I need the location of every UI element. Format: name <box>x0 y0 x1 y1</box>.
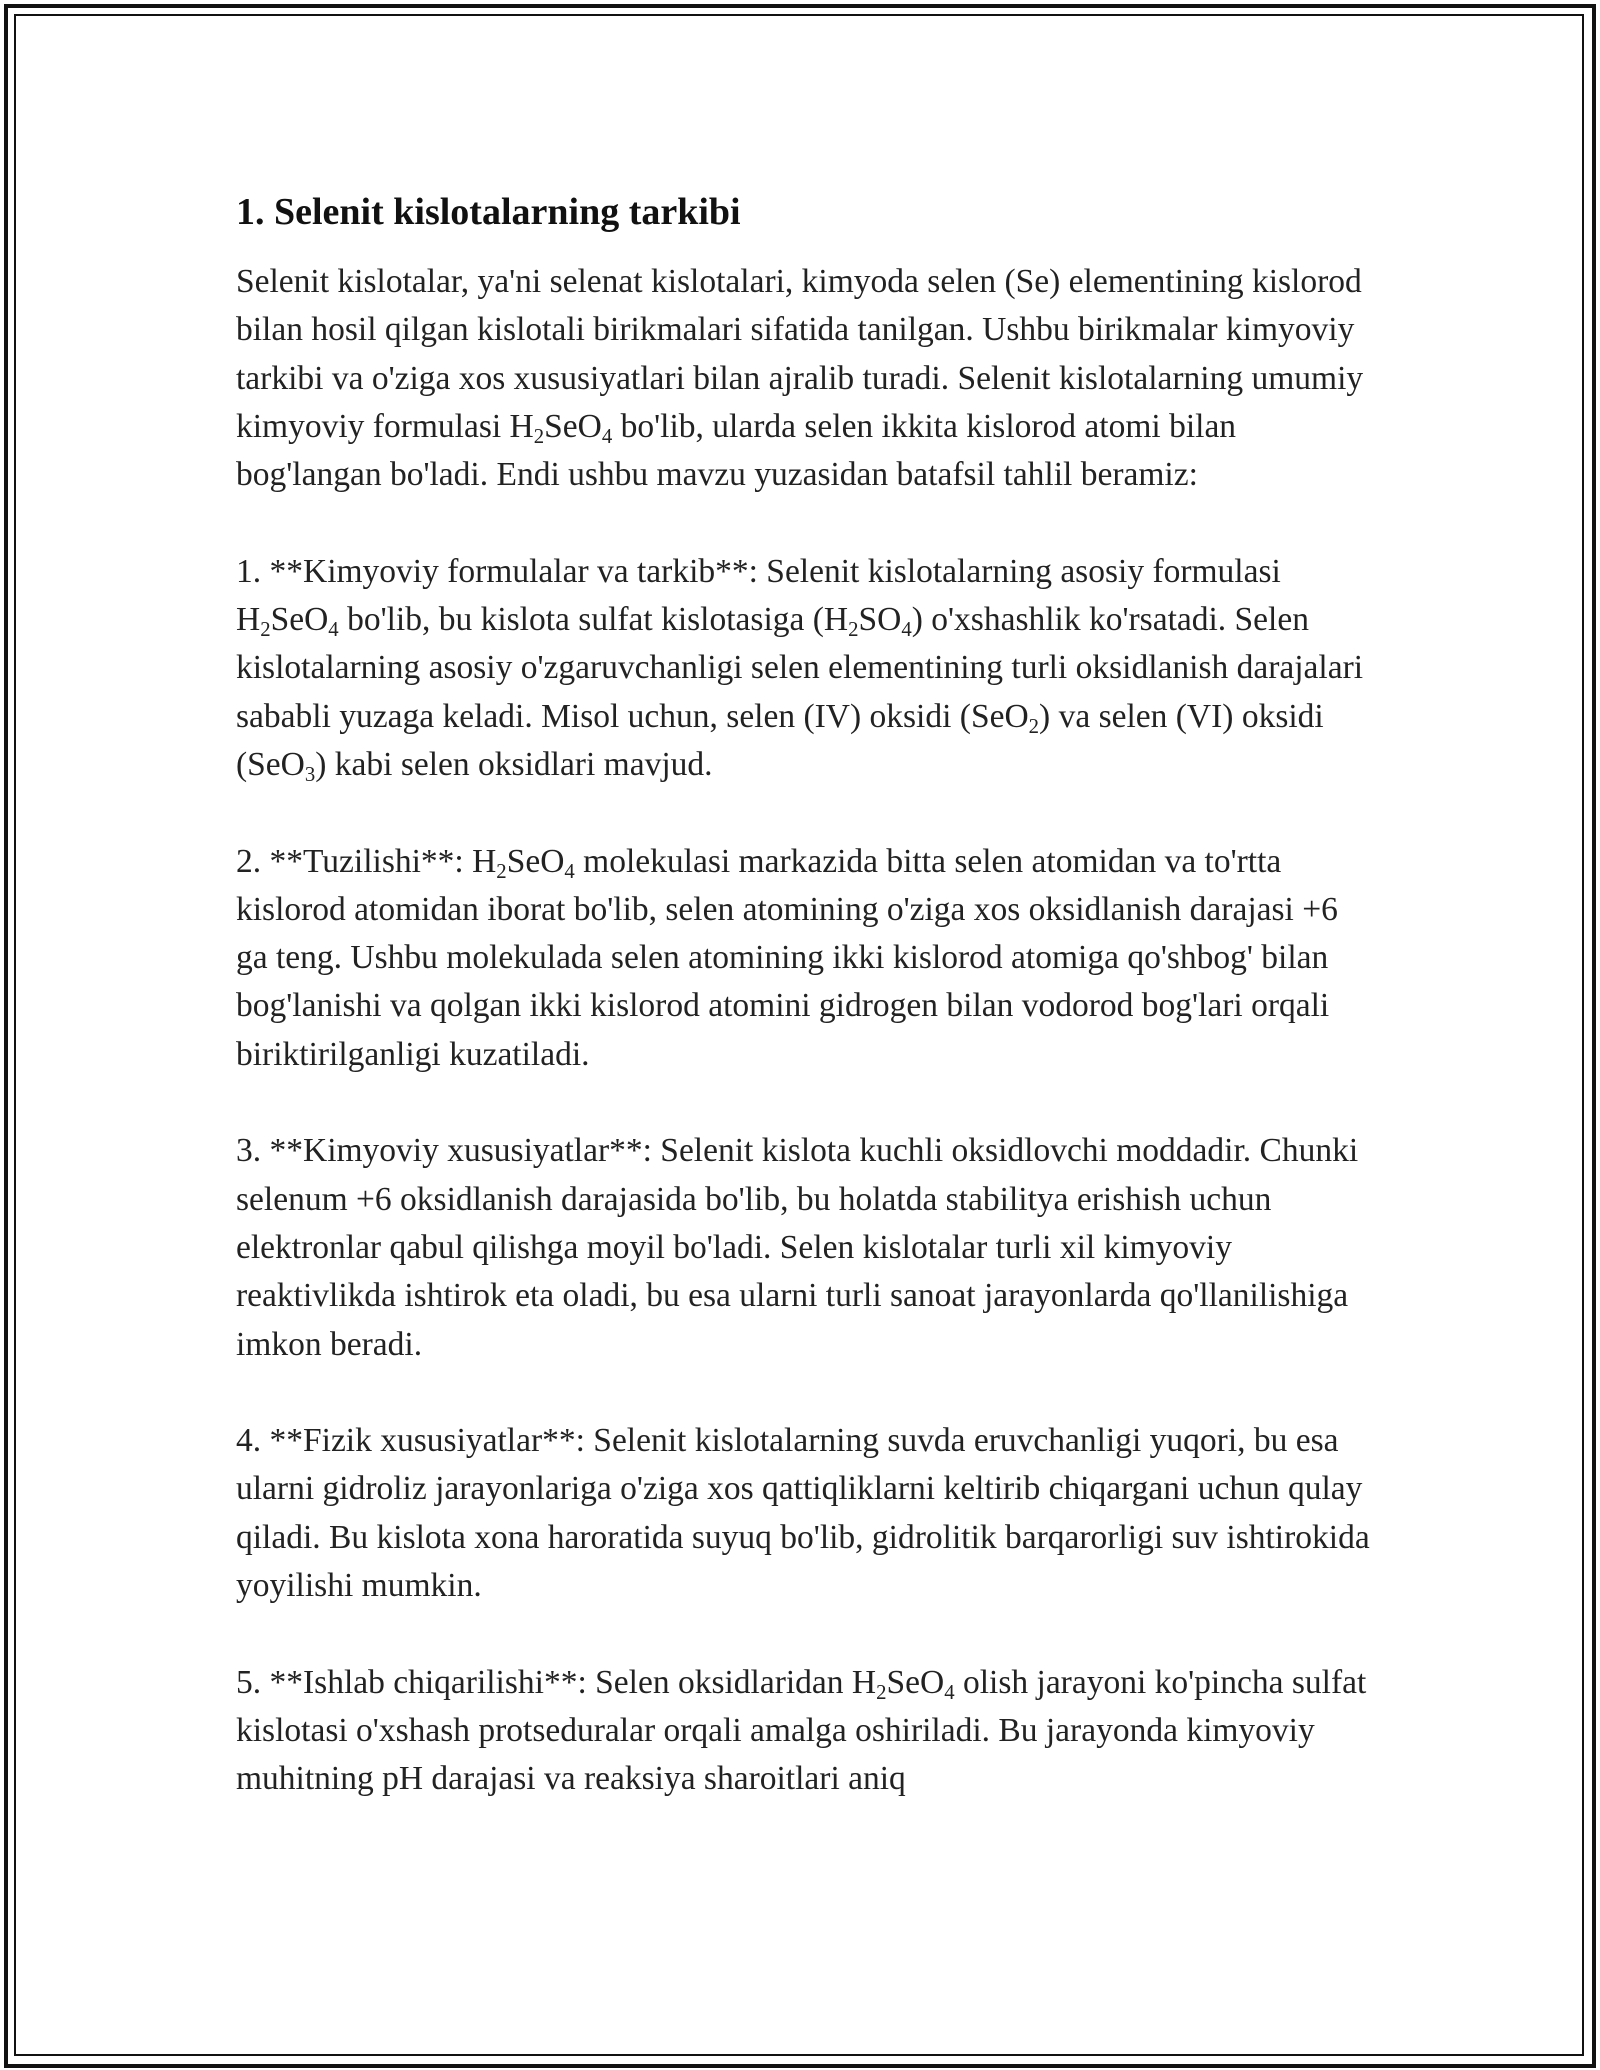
subscript: 4 <box>944 1680 955 1704</box>
subscript: 2 <box>848 617 859 641</box>
item1-text-b: SeO <box>270 601 329 639</box>
item1-text-c: bo'lib, bu kislota sulfat kislotasiga (H <box>338 601 849 639</box>
list-item-2 <box>236 838 1376 1079</box>
item1-text-g: ) kabi selen oksidlari mavjud. <box>315 745 713 783</box>
document-body <box>236 184 1376 1852</box>
subscript: 4 <box>601 424 613 448</box>
intro-text-1: Selenit kislotalar, ya'ni selenat kislotalari, kimyoda selen (Se) elementining kislorod bilan hosil qilgan kislotali birikmalari sifatida tanilgan. Ushbu birikmalar kimyoviy tarkibi va o'ziga xos xususiyatlari bilan ajralib turadi. Selenit kislotalarning umumiy kimyoviy formulasi H <box>236 263 1364 445</box>
subscript: 2 <box>533 424 545 448</box>
intro-text-2: SeO <box>544 407 602 445</box>
subscript: 2 <box>876 1680 887 1704</box>
page-title: 1. Selenit kislotalarning tarkibi <box>236 191 741 233</box>
intro-text-3: bo'lib, ularda selen ikkita kislorod atomi bilan bog'langan bo'ladi. Endi ushbu mavzu yuzasidan batafsil tahlil beramiz: <box>236 407 1237 494</box>
subscript: 3 <box>304 762 316 786</box>
item5-text-b: SeO <box>886 1663 945 1701</box>
list-item-5 <box>236 1659 1376 1804</box>
list-item-4: 4. **Fizik xususiyatlar**: Selenit kislotalarning suvda eruvchanligi yuqori, bu esa ularni gidroliz jarayonlariga o'ziga xos qattiqliklarni keltirib chiqargani uchun qulay qiladi. Bu kislota xona haroratida suyuq bo'lib, gidrolitik barqarorligi suv ishtirokida yoyilishi mumkin. <box>236 1422 1370 1605</box>
item2-text-c: molekulasi markazida bitta selen atomidan va to'rtta kislorod atomidan iborat bo'lib, selen atomining o'ziga xos oksidlanish darajasi +6 ga teng. Ushbu molekulada selen atomining ikki kislorod atomiga qo'shbog' bilan bog'lanishi va qolgan ikki kislorod atomini gidrogen bilan vodorod bog'lari orqali biriktirilganligi kuzatiladi. <box>236 842 1338 1073</box>
subscript: 2 <box>1028 714 1040 738</box>
item1-text-d: SO <box>858 601 902 639</box>
subscript: 4 <box>901 617 912 641</box>
list-item-1 <box>236 548 1376 789</box>
list-item-3: 3. **Kimyoviy xususiyatlar**: Selenit kislota kuchli oksidlovchi moddadir. Chunki selenum +6 oksidlanish darajasida bo'lib, bu holatda stabilitya erishish uchun elektronlar qabul qilishga moyil bo'ladi. Selen kislotalar turli xil kimyoviy reaktivlikda ishtirok eta oladi, bu esa ularni turli sanoat jarayonlarda qo'llanilishiga imkon beradi. <box>236 1132 1359 1363</box>
item2-text-b: SeO <box>506 842 565 880</box>
item1-text-e: ) o'xshashlik ko'rsatadi. Selen kislotalarning asosiy o'zgaruvchanligi selen elementining turli oksidlanish darajalari sababli yuzaga keladi. Misol uchun, selen (IV) oksidi (SeO <box>236 601 1364 735</box>
subscript: 4 <box>564 859 575 883</box>
item5-text-c: olish jarayoni ko'pincha sulfat kislotasi o'xshash protseduralar orqali amalga oshiriladi. Bu jarayonda kimyoviy muhitning pH darajasi va reaksiya sharoitlari aniq <box>236 1663 1367 1798</box>
item2-text-a: 2. **Tuzilishi**: H <box>236 842 497 880</box>
item1-text-f: ) va selen (VI) oksidi (SeO <box>236 697 1324 783</box>
subscript: 2 <box>260 617 271 641</box>
subscript: 4 <box>328 617 339 641</box>
intro-paragraph <box>236 258 1376 499</box>
item1-text-a: 1. **Kimyoviy formulalar va tarkib**: Selenit kislotalarning asosiy formulasi H <box>236 552 1281 639</box>
item5-text-a: 5. **Ishlab chiqarilishi**: Selen oksidlaridan H <box>236 1663 877 1701</box>
subscript: 2 <box>496 859 507 883</box>
